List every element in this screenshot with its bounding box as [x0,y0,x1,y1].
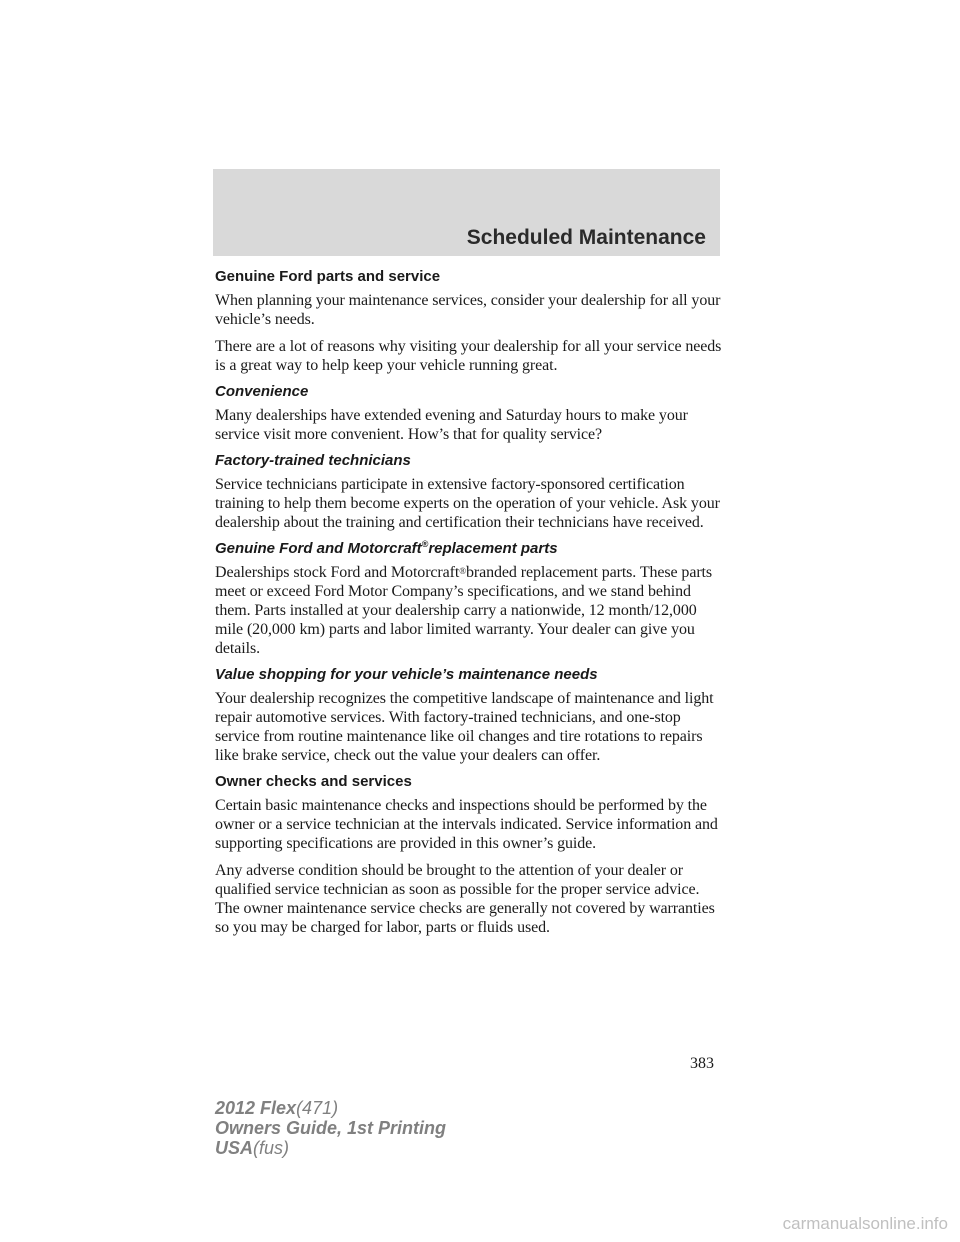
heading-technicians: Factory-trained technicians [215,452,411,469]
paragraph: Certain basic maintenance checks and inspections should be performed by the owner or a service technician at the intervals indicated. Service information and supporting specifications are provided in this owner’s guide. [215,797,718,852]
page-content [215,268,725,945]
paragraph: There are a lot of reasons why visiting your dealership for all your service needs is a great way to help keep your vehicle running great. [215,338,722,374]
paragraph: Any adverse condition should be brought to the attention of your dealer or qualified service technician as soon as possible for the proper service advice. The owner maintenance service checks are generally not covered by warranties so you may be charged for labor, parts or fluids used. [215,862,715,936]
registered-mark: ® [421,539,429,549]
paragraph: Many dealerships have extended evening and Saturday hours to make your service visit more convenient. How’s that for quality service? [215,407,688,443]
footer-region-code: (fus) [253,1138,290,1158]
paragraph: When planning your maintenance services, consider your dealership for all your vehicle’s needs. [215,292,721,328]
heading-convenience: Convenience [215,383,309,400]
text-part-a: Dealerships stock Ford and Motorcraft [215,564,460,581]
paragraph: Your dealership recognizes the competitive landscape of maintenance and light repair automotive services. With factory-trained technicians, and one-stop service from routine maintenance like oil changes and tire rotations to repairs like brake service, check out the value your dealers can offer. [215,690,714,764]
heading-value-shopping: Value shopping for your vehicle’s maintenance needs [215,666,598,683]
heading-part-a: Genuine Ford and Motorcraft [215,540,422,557]
paragraph: Service technicians participate in extensive factory-sponsored certification training to help them become experts on the operation of your vehicle. Ask your dealership about the training and certification their technicians have received. [215,476,720,531]
section-header-band [213,169,720,256]
section-title: Scheduled Maintenance [466,226,706,249]
print-footer [215,1098,446,1158]
watermark-text: carmanualsonline.info [782,1214,948,1233]
heading-replacement-parts [215,540,725,557]
footer-model: 2012 Flex [215,1098,297,1118]
heading-genuine-parts: Genuine Ford parts and service [215,268,441,285]
registered-mark: ® [459,566,466,576]
page-number: 383 [690,1055,714,1072]
heading-part-b: replacement parts [428,540,558,557]
text-part-b: branded replacement parts. These parts meet or exceed Ford Motor Company’s specifications, and we stand behind them. Parts installed at your dealership carry a nationwide, 12 month/12,000 mile (20,000 km) parts and labor limited warranty. Your dealer can give you details. [215,564,713,657]
heading-owner-checks: Owner checks and services [215,773,412,790]
footer-region: USA [215,1138,254,1158]
footer-model-code: (471) [296,1098,339,1118]
footer-guide: Owners Guide, 1st Printing [215,1118,447,1138]
paragraph [215,563,725,658]
